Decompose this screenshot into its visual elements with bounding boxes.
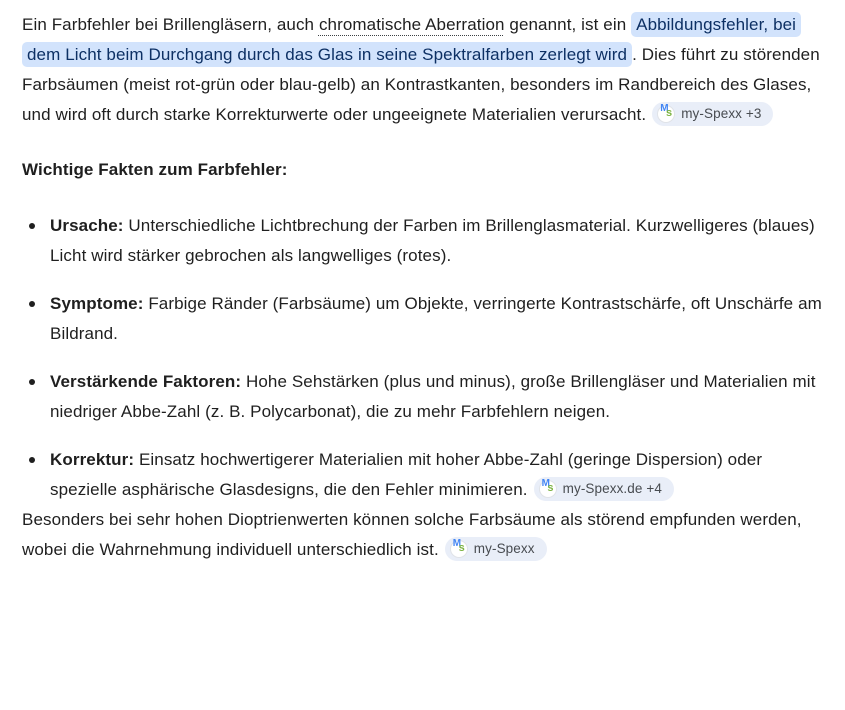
- outro-text: Besonders bei sehr hohen Dioptrienwerten können solche Farbsäume als störend empfunden werden, wobei die Wahrnehmung individuell unterschiedlich ist.: [22, 510, 802, 559]
- fact-item-korrektur: [50, 445, 825, 505]
- citation-chip-my-spexx-de-4[interactable]: [534, 477, 674, 501]
- favicon-letter-m: M: [541, 477, 551, 489]
- intro-text-mid: genannt, ist ein: [504, 15, 632, 34]
- highlighted-snippet[interactable]: Abbildungsfehler, bei dem Licht beim Durchgang durch das Glas in seine Spektralfarben zerlegt wird: [22, 12, 801, 67]
- fact-label-symptome: Symptome:: [50, 294, 144, 313]
- citation-chip-label: my-Spexx.de +4: [562, 480, 662, 496]
- facts-list: [22, 211, 825, 505]
- glossary-term-chromatische-aberration[interactable]: chromatische Aberration: [318, 15, 505, 34]
- intro-text-start: Ein Farbfehler bei Brillengläsern, auch: [22, 15, 319, 34]
- my-spexx-favicon-icon: [539, 477, 557, 498]
- favicon-letter-m: M: [452, 537, 462, 549]
- fact-label-ursache: Ursache:: [50, 216, 124, 235]
- citation-chip-my-spexx[interactable]: [445, 537, 547, 561]
- fact-text-korrektur: Einsatz hochwertigerer Materialien mit hoher Abbe-Zahl (geringe Dispersion) oder spezielle asphärische Glasdesigns, die den Fehler minimieren.: [50, 450, 763, 499]
- fact-text-symptome: Farbige Ränder (Farbsäume) um Objekte, verringerte Kontrastschärfe, oft Unschärfe am Bildrand.: [50, 294, 822, 343]
- favicon-letter-s: s: [458, 541, 465, 554]
- citation-chip-my-spexx-3[interactable]: [652, 102, 773, 126]
- fact-item-verstaerkende-faktoren: [50, 367, 825, 427]
- intro-text-end: . Dies führt zu störenden Farbsäumen (meist rot-grün oder blau-gelb) an Kontrastkanten, besonders im Randbereich des Glases, und wird oft durch starke Korrekturwerte oder ungeeignete Materialien verursacht.: [22, 45, 820, 124]
- intro-paragraph: [22, 10, 825, 130]
- fact-item-ursache: [50, 211, 825, 271]
- favicon-letter-s: s: [665, 106, 673, 119]
- my-spexx-favicon-icon: [657, 102, 675, 123]
- fact-text-verstaerkende-faktoren: Hohe Sehstärken (plus und minus), große Brillengläser und Materialien mit niedriger Abbe-Zahl (z. B. Polycarbonat), die zu mehr Farbfehlern neigen.: [50, 372, 816, 421]
- outro-paragraph: [22, 505, 825, 565]
- my-spexx-favicon-icon: [450, 537, 468, 558]
- fact-item-symptome: [50, 289, 825, 349]
- fact-label-korrektur: Korrektur:: [50, 450, 135, 469]
- favicon-letter-m: M: [660, 102, 669, 114]
- favicon-letter-s: s: [547, 481, 554, 494]
- citation-chip-label: my-Spexx +3: [681, 105, 762, 121]
- facts-heading: Wichtige Fakten zum Farbfehler:: [22, 160, 288, 179]
- citation-chip-label: my-Spexx: [473, 540, 535, 556]
- fact-text-ursache: Unterschiedliche Lichtbrechung der Farben im Brillenglasmaterial. Kurzwelligeres (blaues) Licht wird stärker gebrochen als langwelliges (rotes).: [50, 216, 815, 265]
- fact-label-verstaerkende-faktoren: Verstärkende Faktoren:: [50, 372, 242, 391]
